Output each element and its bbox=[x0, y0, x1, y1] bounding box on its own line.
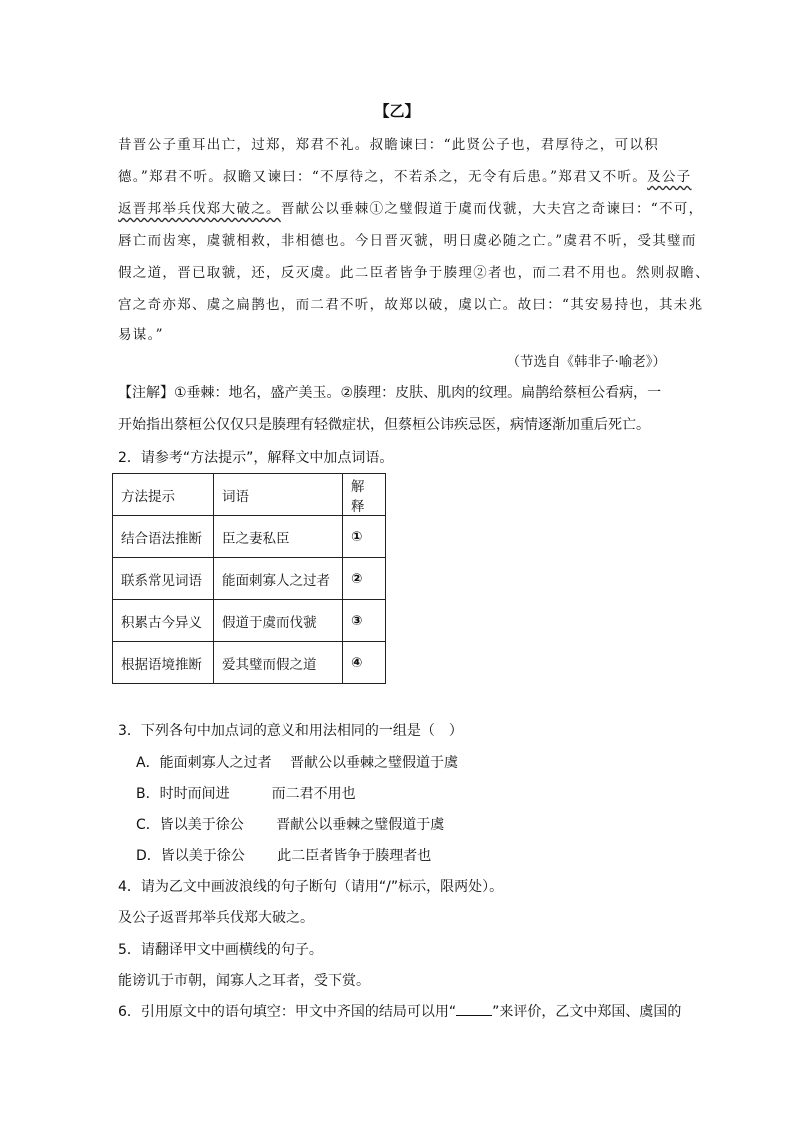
table-cell: 假道于虞而伐虢 bbox=[214, 600, 343, 642]
wavy-underlined-text: 及公子 bbox=[647, 169, 692, 185]
option-b: B．时时而间进 而二君不用也 bbox=[136, 786, 356, 802]
source-citation: （节选自《韩非子·喻老》） bbox=[506, 354, 666, 370]
table-cell: 积累古今异义 bbox=[113, 600, 214, 642]
table-header-cell: 方法提示 bbox=[113, 474, 214, 516]
annotation-line-1: 【注解】①垂棘：地名，盛产美玉。②腠理：皮肤、肌肉的纹理。扁鹊给蔡桓公看病，一 bbox=[118, 385, 662, 401]
table-header-row bbox=[113, 474, 386, 516]
table-header-cell: 词语 bbox=[214, 474, 343, 516]
table-cell: 臣之妻私臣 bbox=[214, 516, 343, 558]
passage-line-6: 宫之奇亦郑、虞之扁鹊也，而二君不听，故郑以破，虞以亡。故曰：“其安易持也，其未兆 bbox=[118, 297, 704, 313]
table-cell: 爱其璧而假之道 bbox=[214, 642, 343, 684]
question-3: 3．下列各句中加点词的意义和用法相同的一组是（ ） bbox=[118, 723, 463, 739]
passage-line-1: 昔晋公子重耳出亡，过郑，郑君不礼。叔瞻谏曰：“此贤公子也，君厚待之，可以积 bbox=[118, 137, 660, 153]
option-d: D．皆以美于徐公 此二臣者皆争于腠理者也 bbox=[136, 848, 432, 864]
table-cell: 结合语法推断 bbox=[113, 516, 214, 558]
table-row bbox=[113, 600, 386, 642]
passage-line-5: 假之道，晋已取虢，还，反灭虞。此二臣者皆争于腠理②者也，而二君不用也。然则叔瞻、 bbox=[118, 265, 710, 281]
question-4: 4．请为乙文中画波浪线的句子断句（请用“/”标示，限两处）。 bbox=[118, 879, 504, 895]
table-header-cell: 解释 bbox=[343, 474, 386, 516]
method-table bbox=[112, 473, 386, 684]
table-cell: 能面刺寡人之过者 bbox=[214, 558, 343, 600]
passage-line-7: 易谋。” bbox=[118, 327, 164, 343]
fill-in-blank[interactable] bbox=[456, 1003, 492, 1016]
table-cell: ② bbox=[343, 558, 386, 600]
option-c: C．皆以美于徐公 晋献公以垂棘之璧假道于虞 bbox=[136, 817, 445, 833]
table-row bbox=[113, 516, 386, 558]
passage-line-2: 德。”郑君不听。叔瞻又谏曰：“不厚待之，不若杀之，无令有后患。”郑君又不听。及公子 bbox=[118, 169, 692, 185]
table-row bbox=[113, 558, 386, 600]
question-5-sentence: 能谤讥于市朝，闻寡人之耳者，受下赏。 bbox=[118, 973, 370, 989]
table-cell: ① bbox=[343, 516, 386, 558]
option-a: A．能面刺寡人之过者 晋献公以垂棘之璧假道于虞 bbox=[136, 755, 459, 771]
annotation-line-2: 开始指出蔡桓公仅仅只是腠理有轻微症状，但蔡桓公讳疾忌医，病情逐渐加重后死亡。 bbox=[118, 417, 650, 433]
wavy-underlined-text-cont: 返晋邦举兵伐郑大破之。 bbox=[118, 201, 281, 217]
question-2: 2．请参考“方法提示”，解释文中加点词语。 bbox=[118, 450, 394, 466]
table-cell: ④ bbox=[343, 642, 386, 684]
question-4-sentence: 及公子返晋邦举兵伐郑大破之。 bbox=[118, 910, 314, 926]
passage-line-4: 唇亡而齿寒，虞虢相救，非相德也。今日晋灭虢，明日虞必随之亡。”虞君不听，受其璧而 bbox=[118, 233, 697, 249]
passage-line-3: 返晋邦举兵伐郑大破之。晋献公以垂棘①之璧假道于虞而伐虢，大夫宫之奇谏曰：“不可， bbox=[118, 201, 704, 217]
question-5: 5．请翻译甲文中画横线的句子。 bbox=[118, 942, 323, 958]
section-title: 【乙】 bbox=[374, 102, 420, 120]
table-cell: 联系常见词语 bbox=[113, 558, 214, 600]
table-row bbox=[113, 642, 386, 684]
question-6: 6．引用原文中的语句填空：甲文中齐国的结局可以用“ ”来评价，乙文中郑国、虞国的 bbox=[118, 1004, 682, 1020]
table-cell: ③ bbox=[343, 600, 386, 642]
table-cell: 根据语境推断 bbox=[113, 642, 214, 684]
